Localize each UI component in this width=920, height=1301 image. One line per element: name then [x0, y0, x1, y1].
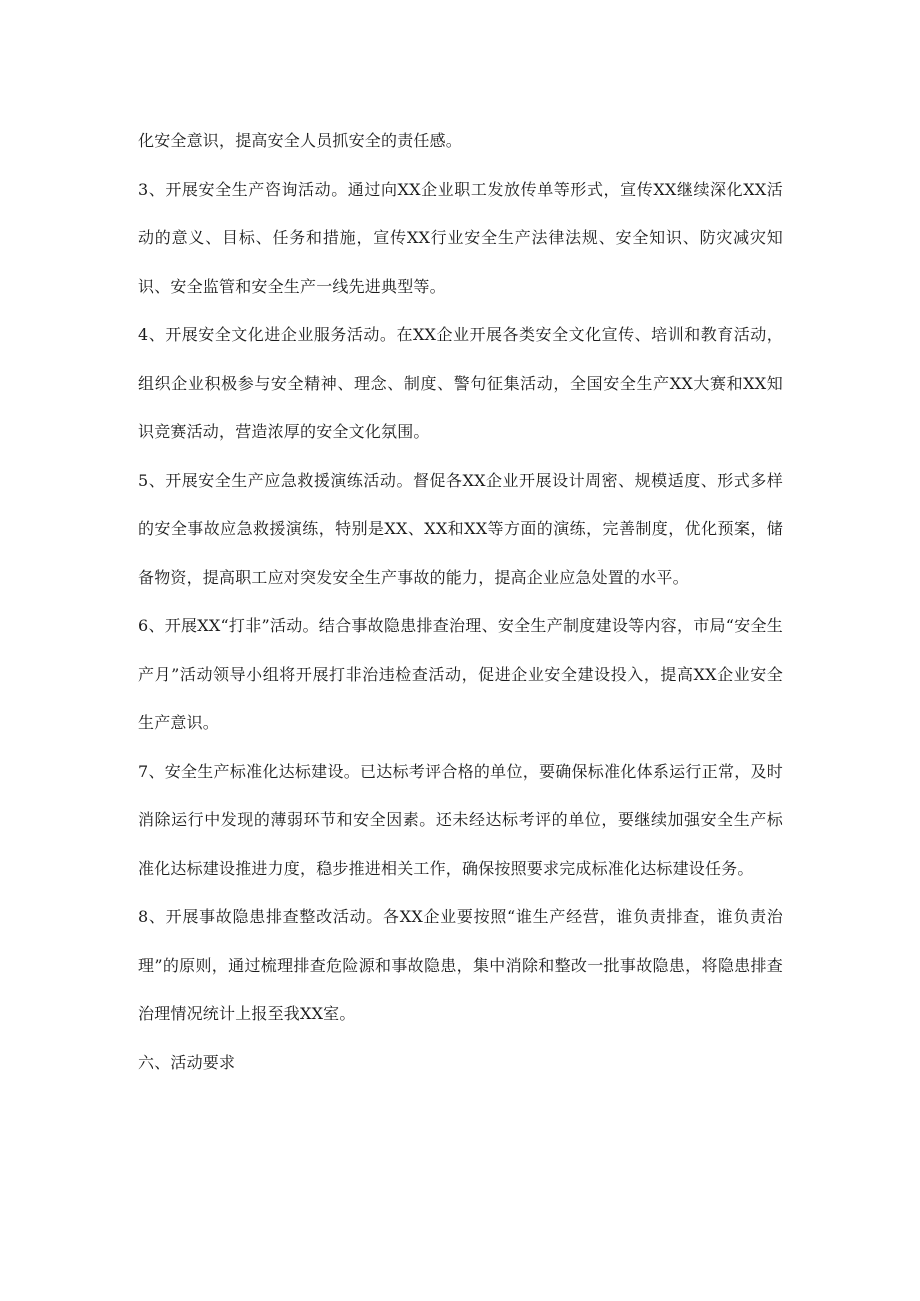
- section-heading: 六、活动要求: [138, 1052, 236, 1072]
- paragraph-item-8: 8、开展事故隐患排查整改活动。各XX企业要按照“谁生产经营，谁负责排查，谁负责治理”的原则，通过梳理排查危险源和事故隐患，集中消除和整改一批事故隐患，将隐患排查治理情况统计上报至我XX室。: [138, 907, 783, 1023]
- paragraph-continuation: 化安全意识，提高安全人员抓安全的责任感。: [138, 131, 463, 150]
- paragraph-item-6: 6、开展XX“打非”活动。结合事故隐患排查治理、安全生产制度建设等内容，市局“安全生产月”活动领导小组将开展打非治违检查活动，促进企业安全建设投入，提高XX企业安全生产意识。: [138, 616, 783, 732]
- paragraph-item-3: 3、开展安全生产咨询活动。通过向XX企业职工发放传单等形式，宣传XX继续深化XX活动的意义、目标、任务和措施，宣传XX行业安全生产法律法规、安全知识、防灾减灾知识、安全监管和安全生产一线先进典型等。: [138, 179, 783, 296]
- document-body: [138, 117, 783, 1087]
- paragraph-item-5: 5、开展安全生产应急救援演练活动。督促各XX企业开展设计周密、规模适度、形式多样的安全事故应急救援演练，特别是XX、XX和XX等方面的演练，完善制度，优化预案，储备物资，提高职工应对突发安全生产事故的能力，提高企业应急处置的水平。: [138, 470, 783, 587]
- paragraph-item-7: 7、安全生产标准化达标建设。已达标考评合格的单位，要确保标准化体系运行正常，及时消除运行中发现的薄弱环节和安全因素。还未经达标考评的单位，要继续加强安全生产标准化达标建设推进力度，稳步推进相关工作，确保按照要求完成标准化达标建设任务。: [138, 761, 783, 878]
- paragraph-item-4: 4、开展安全文化进企业服务活动。在XX企业开展各类安全文化宣传、培训和教育活动，组织企业积极参与安全精神、理念、制度、警句征集活动，全国安全生产XX大赛和XX知识竞赛活动，营造浓厚的安全文化氛围。: [138, 325, 783, 441]
